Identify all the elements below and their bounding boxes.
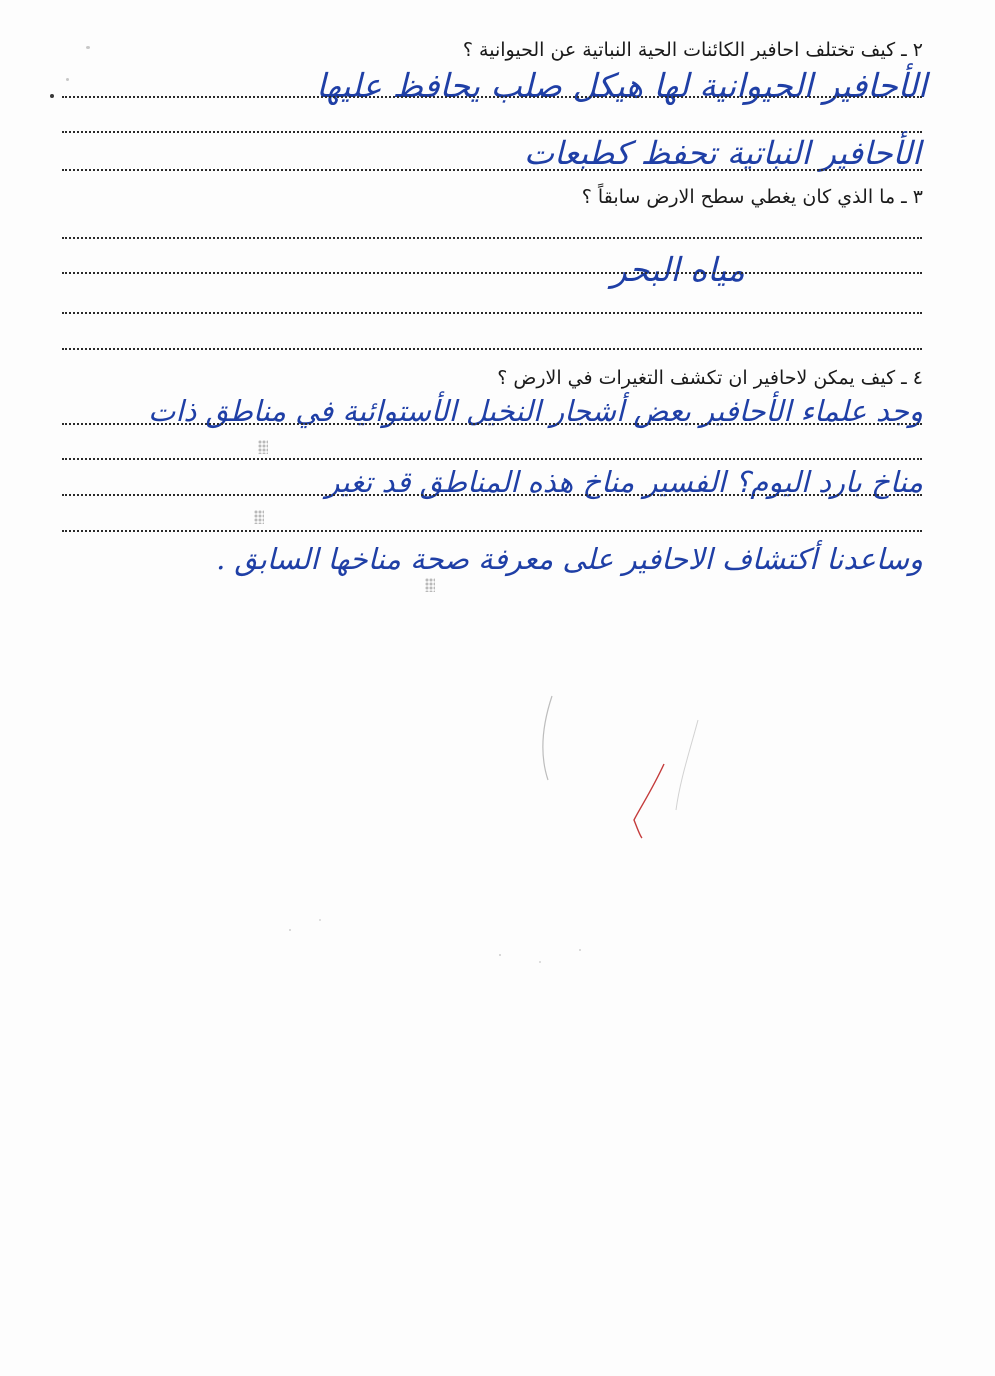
answer-line: [62, 530, 922, 532]
answer-line: [62, 494, 922, 496]
question-4: ٤ ـ كيف يمكن لاحافير ان تكشف التغيرات في الارض ؟: [497, 367, 923, 389]
answer-3-line-1: مياه البحر: [610, 250, 745, 289]
stray-pen-marks: [530, 690, 720, 850]
answer-line: [62, 272, 922, 274]
answer-line: [62, 423, 922, 425]
answer-line: [62, 237, 922, 239]
question-3: ٣ ـ ما الذي كان يغطي سطح الارض سابقاً ؟: [581, 186, 923, 208]
answer-line: [62, 312, 922, 314]
answer-line: [62, 169, 922, 171]
answer-4-line-2: مناخ بارد اليوم؟ الفسير مناخ هذه المناطق قد تغير: [325, 465, 923, 499]
scan-dot: [50, 94, 54, 98]
answer-line: [62, 458, 922, 460]
answer-line: [62, 348, 922, 350]
scan-speck: [425, 578, 435, 592]
answer-4-line-1: وجد علماء الأحافير بعض أشجار النخيل الأستوائية في مناطق ذات: [148, 394, 923, 428]
answer-line: [62, 131, 922, 133]
answer-2-line-2: الأحافير النباتية تحفظ كطبعات: [523, 134, 921, 172]
scan-speck: [254, 510, 264, 524]
answer-line: [62, 96, 922, 98]
scan-speck: [258, 440, 268, 454]
scan-dot: [86, 46, 90, 49]
faint-smudges: [280, 900, 600, 980]
scan-dot: [66, 78, 69, 81]
answer-2-line-1: الأحافير الحيوانية لها هيكل صلب يحافظ عليها: [316, 66, 927, 105]
question-2: ٢ ـ كيف تختلف احافير الكائنات الحية النباتية عن الحيوانية ؟: [462, 39, 923, 61]
answer-4-line-3: وساعدنا أكتشاف الاحافير على معرفة صحة مناخها السابق .: [216, 542, 923, 576]
